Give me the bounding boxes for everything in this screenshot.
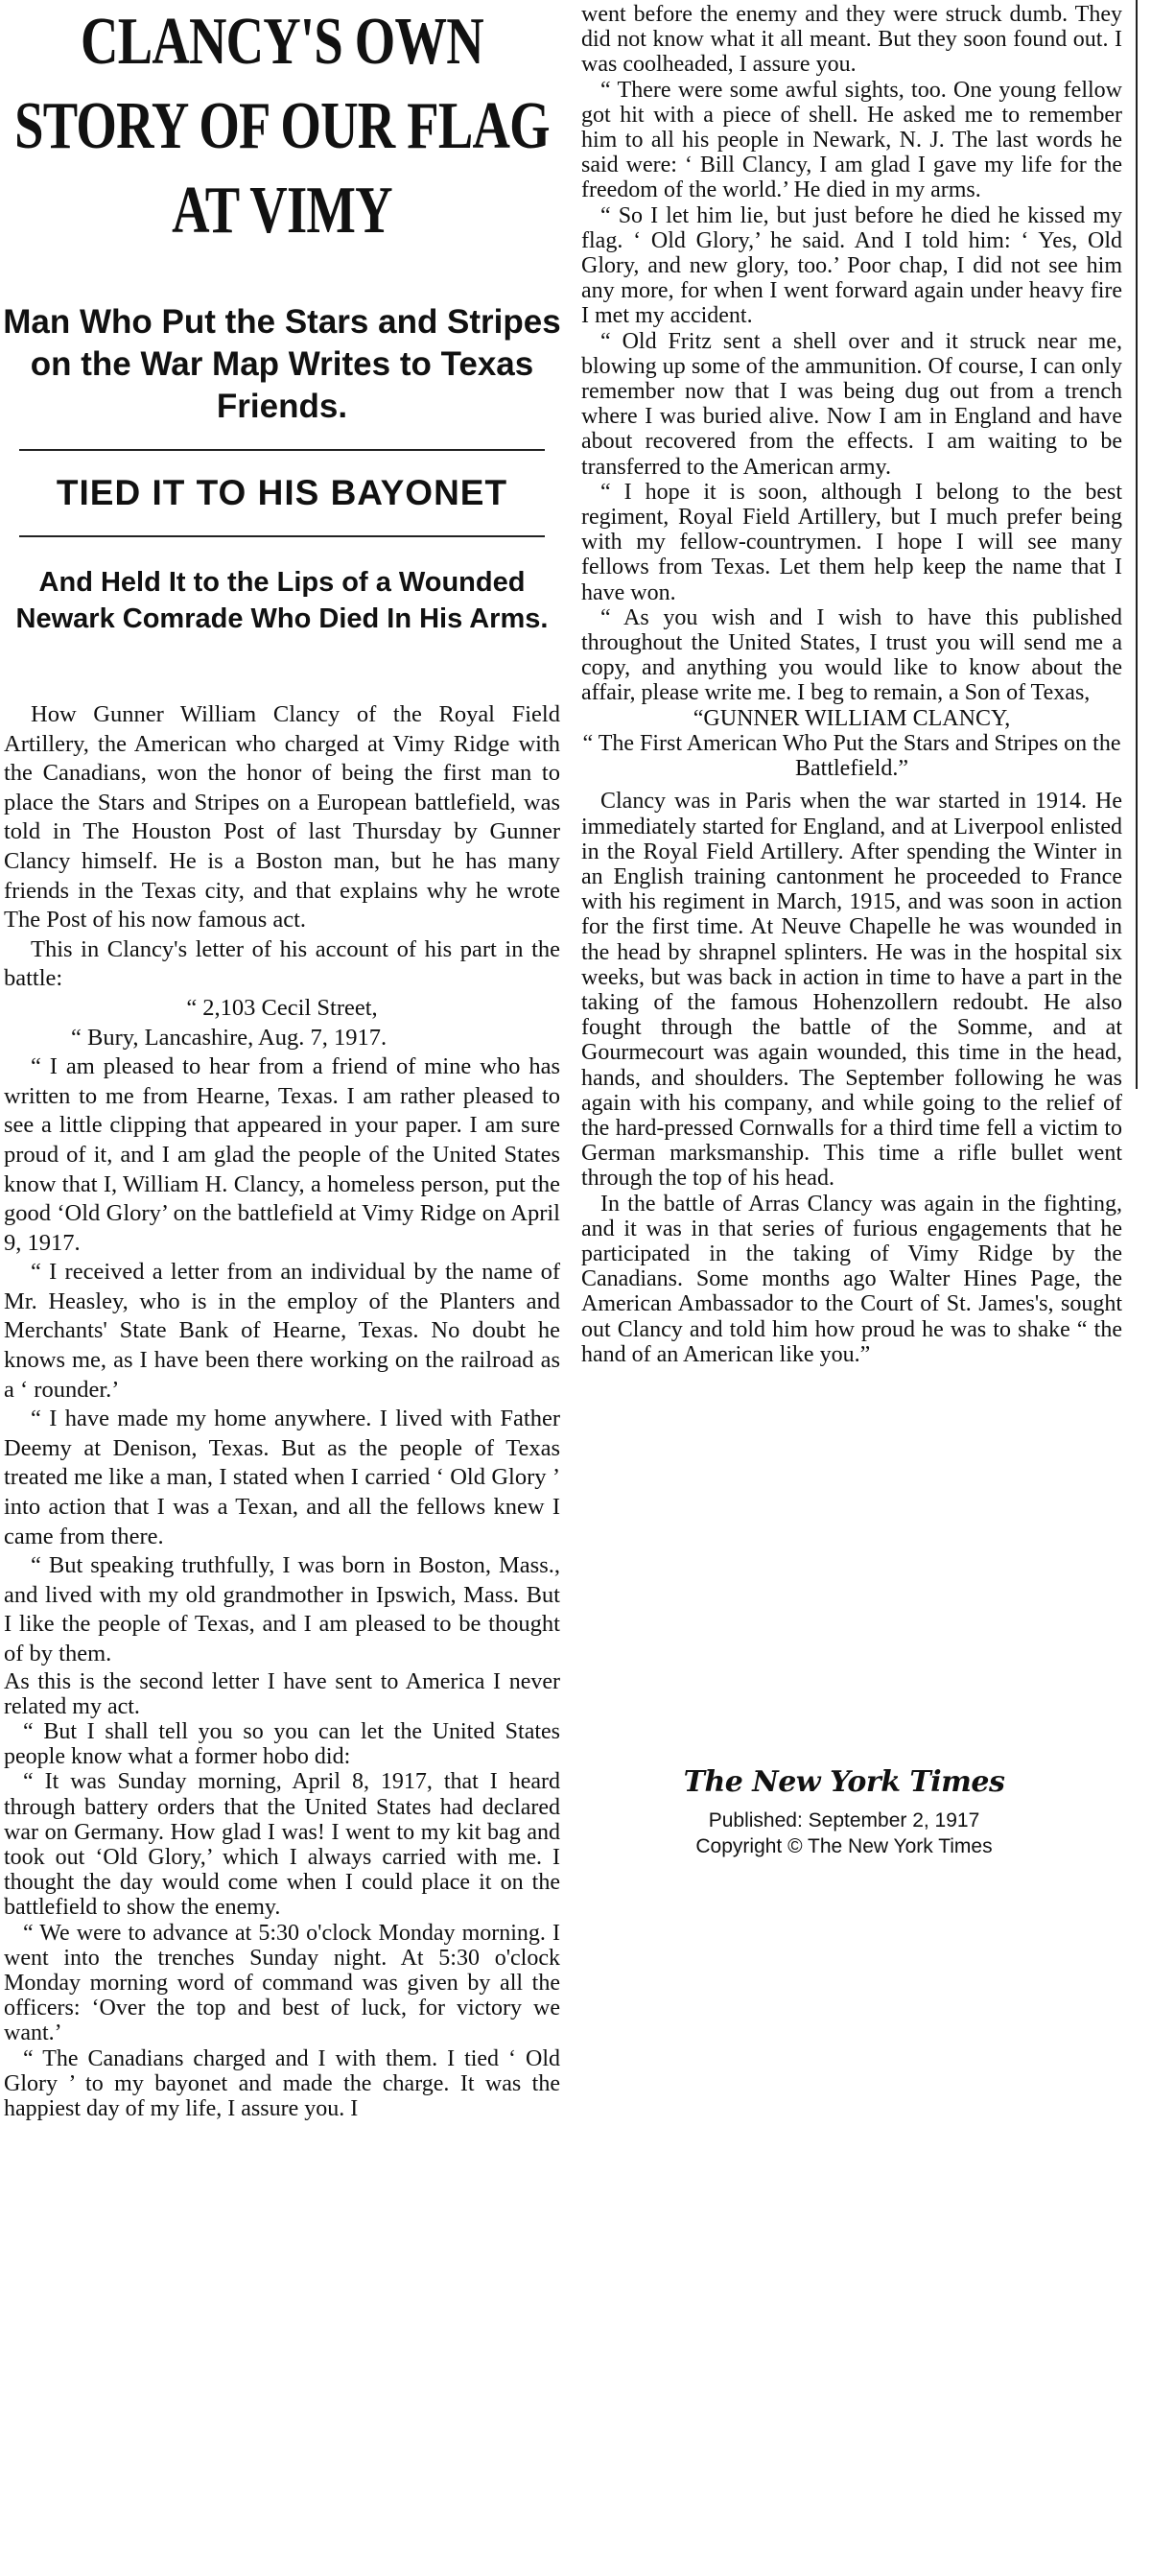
article-paragraph: Clancy was in Paris when the war started in 1914. He immediately started for England, and at Liverpool enlisted in the Royal Field Artillery. After spending the Winter in an English training cantonment he proceeded to France with his regiment in March, 1915, and was soon in action for the first time. At Neuve Chapelle he was wounded in the head by shrapnel splinters. He was in the hospital six weeks, but was back in action in time to have a part in the taking of the famous Hohenzollern redoubt. He also fought through the battle of the Somme, and at Gourmecourt was again wounded, this time in the head, hands, and shoulders. The September following he was again with his company, and while going to the relief of the hard-pressed Cornwalls for a third time fell a victim to German marksmanship. This time a rifle bullet went through the top of his head. (581, 789, 1122, 1192)
letter-paragraph: “ It was Sunday morning, April 8, 1917, that I heard through battery orders that the United States had declared war on Germany. How glad I was! I went to my kit bag and took out ‘Old Glory,’ which I always carried with me. I thought the day would come when I could place it on the battlefield to show the enemy. (4, 1769, 560, 1921)
subheadline-primary: Man Who Put the Stars and Stripes on the War Map Writes to Texas Friends. (3, 303, 561, 425)
letter-paragraph: “ I hope it is soon, although I belong to the best regiment, Royal Field Artillery, but I much prefer being with my fellow-countrymen. I hope I will see many fellows from Texas. Let them help keep the name that I have won. (581, 479, 1122, 605)
article-paragraph: This in Clancy's letter of his account of his part in the battle: (4, 935, 560, 992)
article-paragraph: How Gunner William Clancy of the Royal Field Artillery, the American who charged at Vimy Ridge with the Canadians, won the honor of being the first man to place the Stars and Stripes on a European battlefield, was told in The Houston Post of last Thursday by Gunner Clancy himself. He is a Boston man, but he has many friends in the Texas city, and that explains why he wrote The Post of his now famous act. (4, 701, 560, 934)
letter-paragraph: “ There were some awful sights, too. One young fellow got hit with a piece of shell. He asked me to remember him to all his people in Newark, N. J. The last words he said were: ‘ Bill Clancy, I am glad I gave my life for the freedom of the world.’ He died in my arms. (581, 77, 1122, 203)
right-column (576, 0, 1132, 1367)
letter-paragraph: “ But speaking truthfully, I was born in Boston, Mass., and lived with my old grandmother in Ipswich, Mass. But I like the people of Texas, and I am pleased to be thought of by them. (4, 1552, 560, 1666)
article-body-intro (0, 700, 564, 1669)
letter-paragraph: “ The Canadians charged and I with them. I tied ‘ Old Glory ’ to my bayonet and made the charge. It was the happiest day of my life, I assure you. I (4, 2045, 560, 2122)
letter-address: “ 2,103 Cecil Street, (186, 994, 378, 1021)
letter-paragraph: “ We were to advance at 5:30 o'clock Monday morning. I went into the trenches Sunday night. At 5:30 o'clock Monday morning word of command was given by all the officers: ‘Over the top and best of luck, for victory we want.’ (4, 1920, 560, 2046)
left-column (0, 0, 564, 2121)
letter-paragraph: “ As you wish and I wish to have this published throughout the United States, I trust you will send me a copy, and anything you would like to know about the affair, please write me. I beg to remain, a Son of Texas, (581, 604, 1122, 706)
letter-paragraph: “ But I shall tell you so you can let the United States people know what a former hobo did: (4, 1719, 560, 1770)
subheadline-secondary: TIED IT TO HIS BAYONET (56, 473, 508, 512)
letter-paragraph: “ Old Fritz sent a shell over and it struck near me, blowing up some of the ammunition. Of course, I can only remember now that I was being dug out from a trench where I was buried alive. Now I am in England and have about recovered from the effects. I am waiting to be transferred to the American army. (581, 328, 1122, 480)
copyright-notice: Copyright © The New York Times (695, 1835, 993, 1857)
publication-credit (576, 1765, 1113, 1858)
published-date: Published: September 2, 1917 (708, 1809, 980, 1832)
letter-paragraph: went before the enemy and they were struck dumb. They did not know what it all meant. But they soon found out. I was coolheaded, I assure you. (581, 2, 1122, 78)
nyt-masthead-logo: The New York Times (683, 1765, 1005, 1799)
article-body-right (576, 0, 1132, 1367)
signature-caption: “ The First American Who Put the Stars and Stripes on the Battlefield.” (582, 730, 1121, 782)
letter-dateline: “ Bury, Lancashire, Aug. 7, 1917. (71, 1024, 388, 1051)
subheadline-tertiary: And Held It to the Lips of a Wounded Newark Comrade Who Died In His Arms. (15, 567, 549, 634)
letter-paragraph: “ I have made my home anywhere. I lived with Father Deemy at Denison, Texas. But as the people of Texas treated me like a man, I stated when I carried ‘ Old Glory ’ into action that I was a Texan, and all the fellows knew I came from there. (4, 1406, 560, 1549)
letter-signature: “GUNNER WILLIAM CLANCY, (693, 705, 1011, 731)
article-paragraph: In the battle of Arras Clancy was again in the fighting, and it was in that series of furious engagements that he participated in the taking of Vimy Ridge by the Canadians. Some months ago Walter Hines Page, the American Ambassador to the Court of St. James's, sought out Clancy and told him how proud he was to shake “ the hand of an American like you.” (581, 1191, 1122, 1367)
letter-paragraph: “ So I let him lie, but just before he died he kissed my flag. ‘ Old Glory,’ he said. And I told him: ‘ Yes, Old Glory, and new glory, too.’ Poor chap, I did not see him any more, for when I went forward again under heavy fire I met my accident. (581, 202, 1122, 329)
letter-paragraph: As this is the second letter I have sent to America I never related my act. (4, 1668, 560, 1719)
letter-paragraph: “ I am pleased to hear from a friend of mine who has written to me from Hearne, Texas. I am rather pleased to see a little clipping that appeared in your paper. I am sure proud of it, and I am glad the people of the United States know that I, William H. Clancy, a homeless person, put the good ‘Old Glory’ on the battlefield at Vimy Ridge on April 9, 1917. (4, 1053, 560, 1256)
article-body-continued (0, 1669, 564, 2122)
headline: CLANCY'S OWN STORY OF OUR FLAG AT VIMY (14, 5, 550, 248)
headline-divider-2 (19, 535, 545, 537)
letter-paragraph: “ I received a letter from an individual by the name of Mr. Heasley, who is in the employ of the Planters and Merchants' State Bank of Hearne, Texas. No doubt he knows me, as I have been there working on the railroad as a ‘ rounder.’ (4, 1259, 560, 1403)
headline-divider (19, 449, 545, 451)
column-rule (1136, 0, 1138, 1089)
